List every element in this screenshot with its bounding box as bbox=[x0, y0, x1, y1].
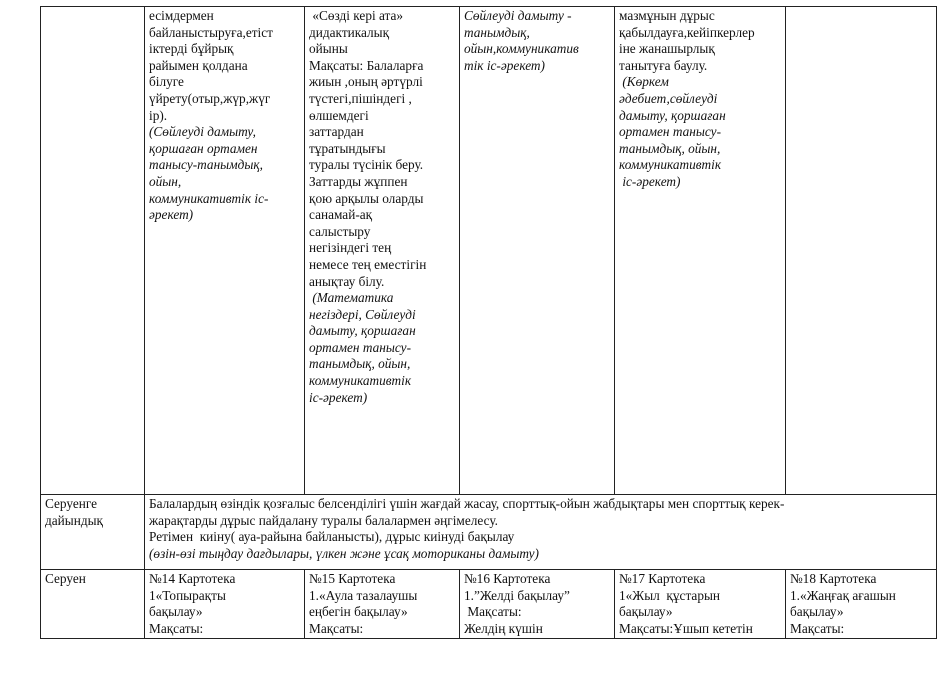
friday-cell bbox=[786, 7, 937, 495]
text-line: Мақсаты: bbox=[790, 620, 845, 636]
walk-preparation-cell bbox=[145, 495, 937, 570]
text-line: танытуға баулу. bbox=[619, 57, 708, 73]
text-line: бақылау» bbox=[149, 604, 203, 620]
activity-area-line: ортамен танысу- bbox=[619, 124, 721, 140]
text-line: білуге bbox=[149, 74, 184, 90]
text-line: түстегі,пішіндегі , bbox=[309, 90, 412, 106]
activity-area-line: танысу-танымдық, bbox=[149, 157, 263, 173]
activity-area-line: негіздері, Сөйлеуді bbox=[309, 306, 416, 322]
friday-walk-cell bbox=[786, 570, 937, 639]
text-line: ойыны bbox=[309, 41, 348, 57]
row-label-cell bbox=[41, 7, 145, 495]
text-line: бақылау» bbox=[619, 604, 673, 620]
thursday-walk-cell bbox=[615, 570, 786, 639]
monday-cell bbox=[145, 7, 305, 495]
row-label-line: Серуен bbox=[45, 571, 86, 586]
wednesday-cell bbox=[460, 7, 615, 495]
activity-area-line: коммуникативтік іс- bbox=[149, 190, 269, 206]
text-line: немесе тең еместігін bbox=[309, 256, 427, 272]
text-line: Мақсаты: Балаларға bbox=[309, 57, 424, 73]
card-number: №14 Картотека bbox=[149, 571, 236, 586]
activity-area-line: әрекет) bbox=[149, 207, 194, 223]
preparation-text: Балалардың өзіндік қозғалыс белсенділігі үшін жағдай жасау, спорттық-ойын жабдықтары мен спорттық керек- bbox=[149, 496, 785, 511]
activity-area-line: ортамен танысу- bbox=[309, 339, 411, 355]
text-line: бақылау» bbox=[790, 604, 844, 620]
text-line: заттардан bbox=[309, 124, 364, 140]
text-line: ір). bbox=[149, 107, 168, 123]
activity-area-line: коммуникативтік bbox=[619, 157, 722, 173]
activity-area-line: дамыту, қоршаған bbox=[309, 323, 416, 339]
activity-area-line: әдебиет,сөйлеуді bbox=[619, 90, 718, 106]
text-line: еңбегін бақылау» bbox=[309, 604, 408, 620]
text-line: Желдің күшін bbox=[464, 620, 543, 636]
text-line: қабылдауға,кейіпкерлер bbox=[619, 24, 755, 40]
text-line: тұратындығы bbox=[309, 140, 386, 156]
activity-area-line: танымдық, bbox=[464, 24, 530, 40]
text-line: туралы түсінік беру. bbox=[309, 157, 424, 173]
text-line: санамай-ақ bbox=[309, 207, 373, 223]
text-line: райымен қолдана bbox=[149, 57, 248, 73]
text-line: үйрету(отыр,жүр,жүг bbox=[149, 90, 271, 106]
game-title: «Сөзді кері ата» bbox=[309, 8, 404, 23]
card-number: №15 Картотека bbox=[309, 571, 396, 586]
text-line: Мақсаты:Ұшып кететін bbox=[619, 620, 753, 636]
tuesday-cell bbox=[305, 7, 460, 495]
row-label-line: дайындық bbox=[45, 512, 103, 528]
row-label-line: Серуенге bbox=[45, 496, 98, 511]
card-number: №18 Картотека bbox=[790, 571, 877, 586]
activity-area-line: ойын,коммуникатив bbox=[464, 41, 579, 57]
text-line: есімдермен bbox=[149, 8, 214, 23]
table-row-walk-preparation bbox=[41, 495, 937, 570]
table-row-activities bbox=[41, 7, 937, 495]
text-line: өлшемдегі bbox=[309, 107, 369, 123]
activity-area-line: Сөйлеуді дамыту - bbox=[464, 8, 572, 23]
text-line: Мақсаты: bbox=[309, 620, 364, 636]
weekly-plan-table bbox=[40, 6, 937, 639]
preparation-text: жарақтарды дұрыс пайдалану туралы балалармен әңгімелесу. bbox=[149, 512, 498, 528]
monday-walk-cell bbox=[145, 570, 305, 639]
text-line: Мақсаты: bbox=[149, 620, 204, 636]
text-line: іне жанашырлық bbox=[619, 41, 715, 57]
row-label-cell bbox=[41, 495, 145, 570]
preparation-text: Ретімен киіну( ауа-райына байланысты), дұрыс киінуді бақылау bbox=[149, 529, 515, 545]
text-line: қою арқылы оларды bbox=[309, 190, 424, 206]
table-row-walk bbox=[41, 570, 937, 639]
text-line: 1«Топырақты bbox=[149, 587, 226, 603]
text-line: байланыстыруға,етіст bbox=[149, 24, 273, 40]
tuesday-walk-cell bbox=[305, 570, 460, 639]
text-line: 1.«Аула тазалаушы bbox=[309, 587, 418, 603]
card-number: №16 Картотека bbox=[464, 571, 551, 586]
text-line: негізіндегі тең bbox=[309, 240, 392, 256]
activity-area-line: (Көркем bbox=[619, 74, 669, 90]
text-line: Заттарды жұппен bbox=[309, 173, 408, 189]
activity-area-line: қоршаған ортамен bbox=[149, 140, 258, 156]
activity-area-line: тік іс-әрекет) bbox=[464, 57, 545, 73]
activity-area-line: іс-әрекет) bbox=[309, 389, 368, 405]
row-label-cell bbox=[41, 570, 145, 639]
text-line: дидактикалық bbox=[309, 24, 390, 40]
text-line: 1.”Желді бақылау” bbox=[464, 587, 570, 603]
wednesday-walk-cell bbox=[460, 570, 615, 639]
activity-area-line: танымдық, ойын, bbox=[619, 140, 721, 156]
activity-area-line: коммуникативтік bbox=[309, 373, 412, 389]
text-line: Мақсаты: bbox=[464, 604, 522, 620]
text-line: мазмұнын дұрыс bbox=[619, 8, 715, 23]
activity-area-line: дамыту, қоршаған bbox=[619, 107, 726, 123]
activity-area-line: (Сөйлеуді дамыту, bbox=[149, 124, 256, 140]
activity-area-line: танымдық, ойын, bbox=[309, 356, 411, 372]
text-line: анықтау білу. bbox=[309, 273, 385, 289]
card-number: №17 Картотека bbox=[619, 571, 706, 586]
activity-area-line: ойын, bbox=[149, 173, 182, 189]
thursday-cell bbox=[615, 7, 786, 495]
text-line: іктерді бұйрық bbox=[149, 41, 234, 57]
preparation-skills: (өзін-өзі тыңдау дағдылары, үлкен және ұсақ моториканы дамыту) bbox=[149, 545, 539, 561]
text-line: салыстыру bbox=[309, 223, 371, 239]
text-line: 1«Жыл құстарын bbox=[619, 587, 721, 603]
activity-area-line: іс-әрекет) bbox=[619, 173, 681, 189]
text-line: жиын ,оның әртүрлі bbox=[309, 74, 423, 90]
activity-area-line: (Математика bbox=[309, 290, 394, 306]
text-line: 1.«Жаңғақ ағашын bbox=[790, 587, 896, 603]
